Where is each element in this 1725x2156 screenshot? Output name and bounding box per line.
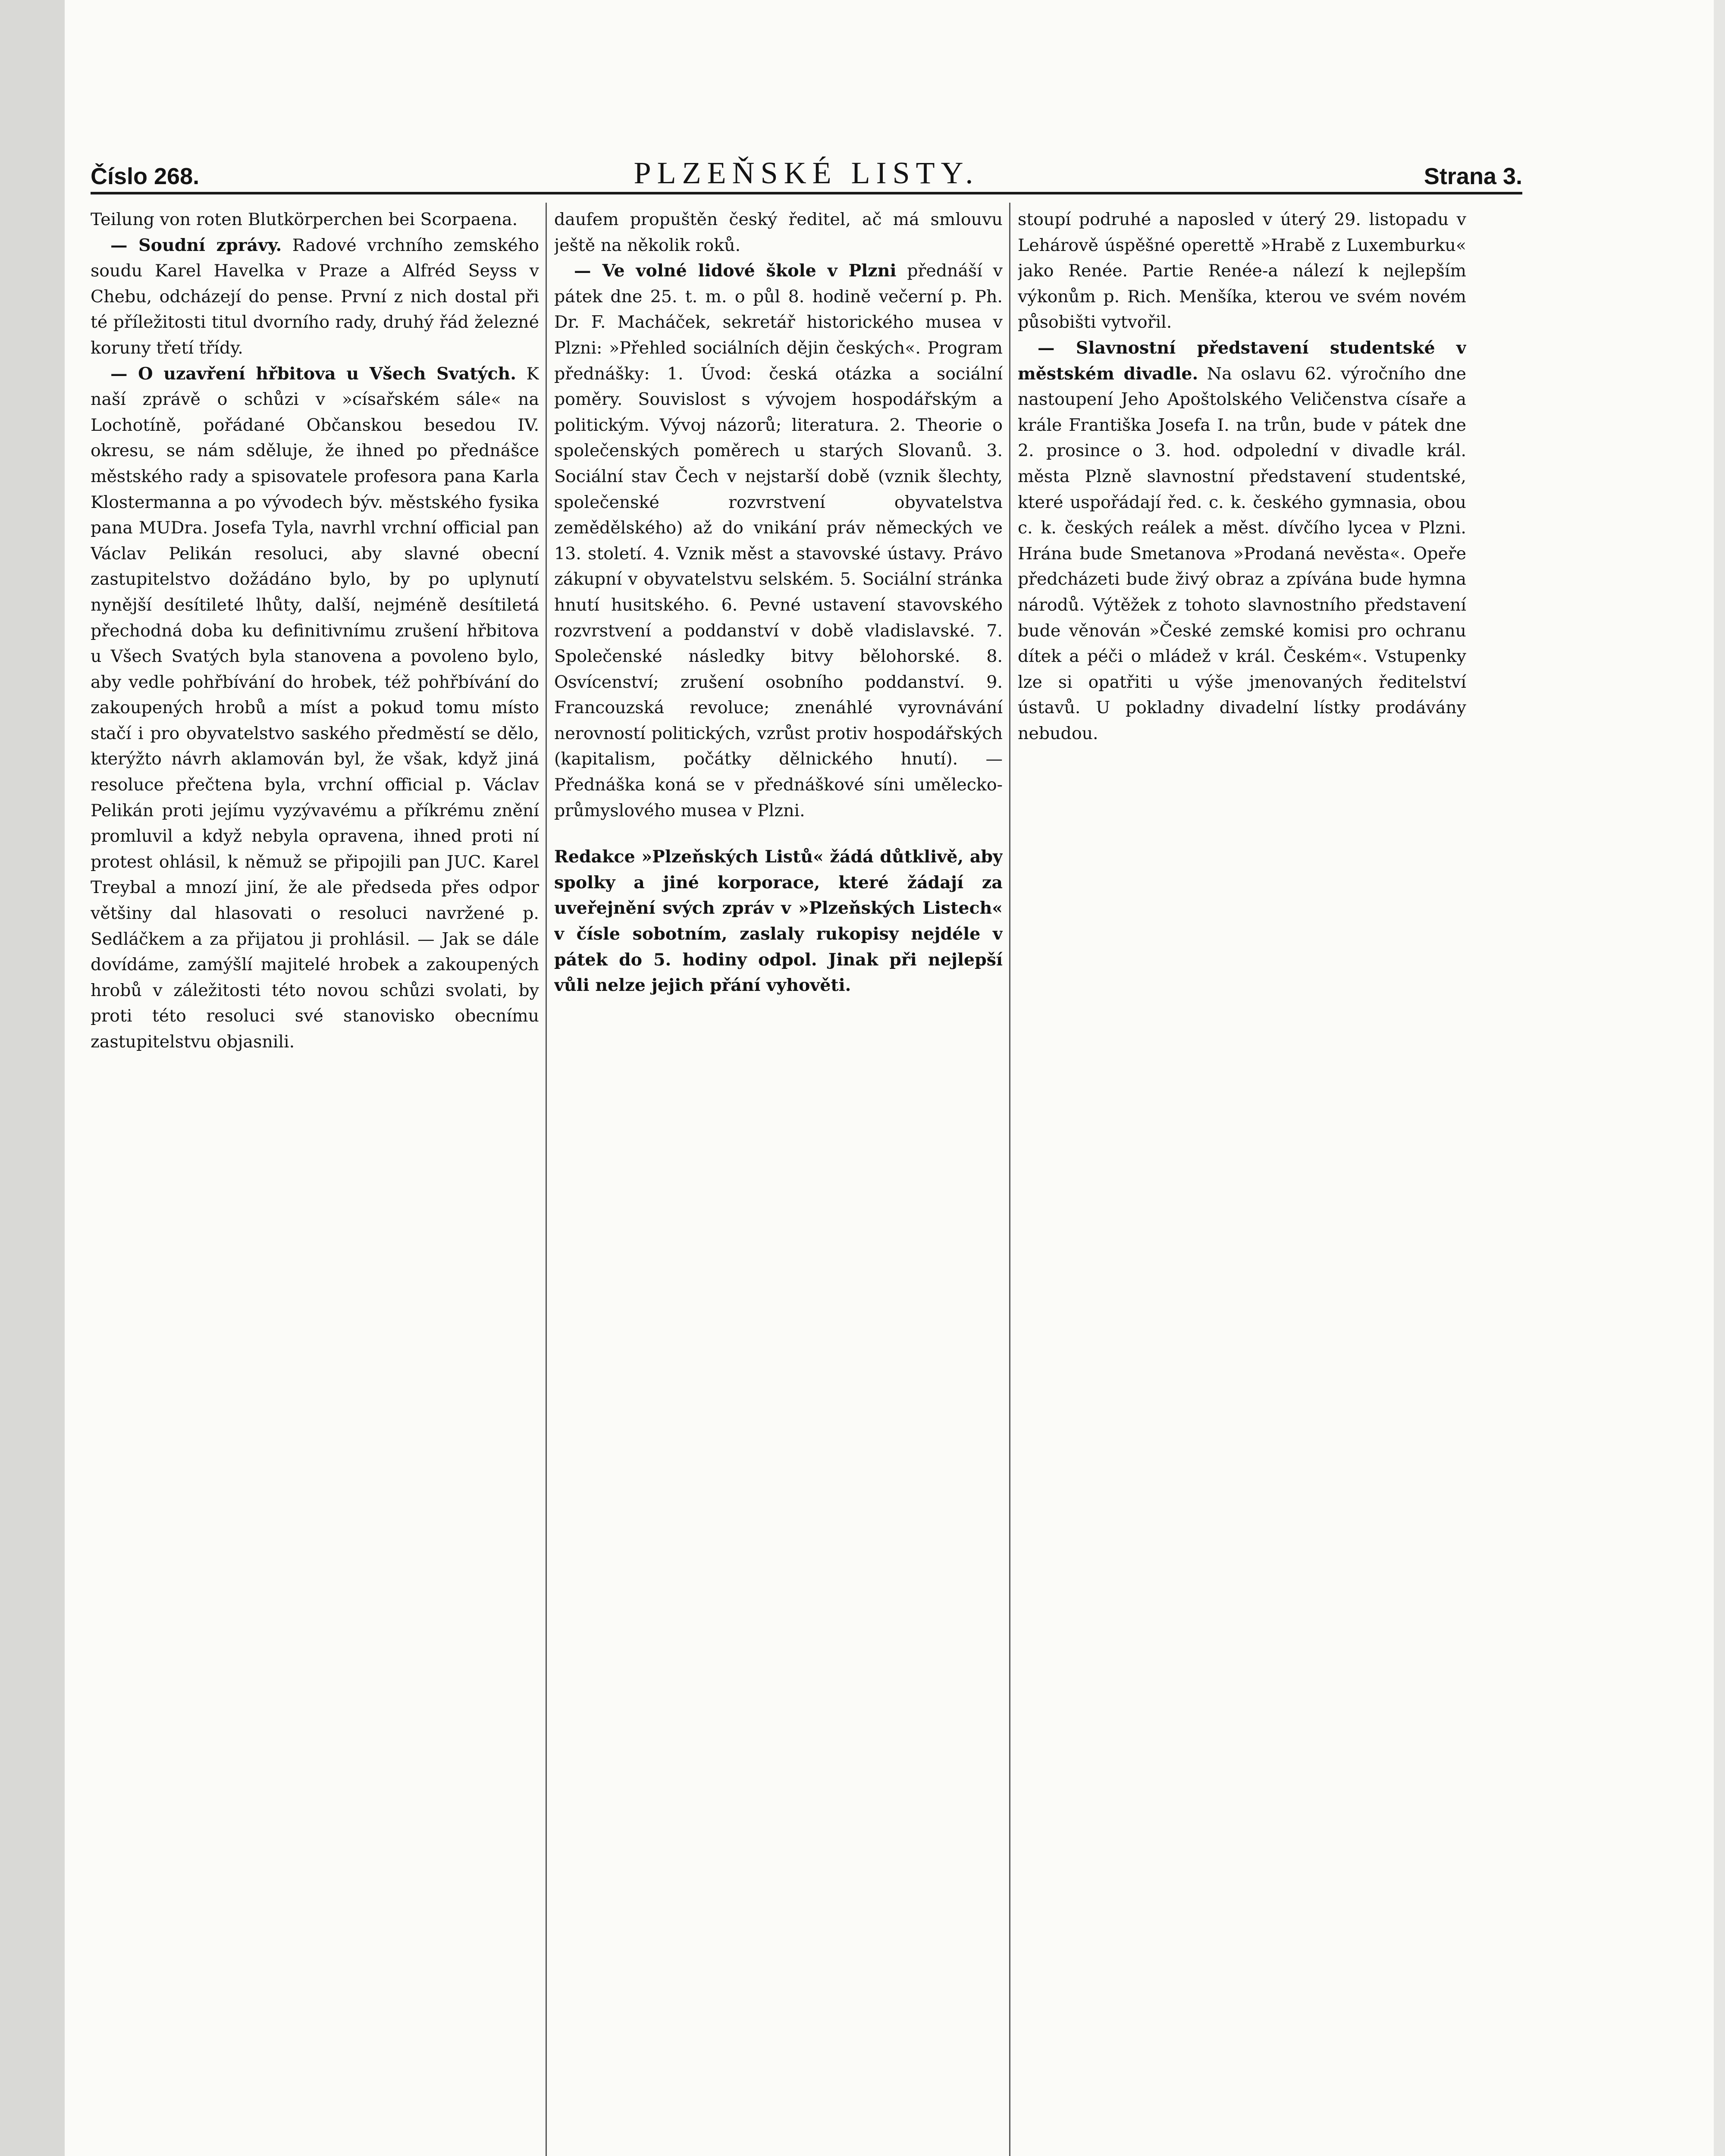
section-heading: — Slavnostní představení studentské v městském divadle. [1018, 338, 1466, 384]
issue-number: Číslo 268. [91, 163, 200, 189]
column-3 [1018, 207, 1466, 2156]
page-header [91, 155, 1522, 194]
column-rule [1009, 203, 1010, 2156]
section-heading: — Ve volné lidové škole v Plzni [574, 261, 897, 281]
paragraph-text: Teilung von roten Blutkörperchen bei Scorpaena. [91, 210, 518, 229]
article-continuation [554, 207, 1003, 258]
article-continuation [91, 207, 539, 233]
column-rule [546, 203, 547, 2156]
section-heading: — O uzavření hřbitova u Všech Svatých. [110, 364, 516, 384]
editorial-notice: Redakce »Plzeňských Listů« žádá důtklivě, aby spolky a jiné korporace, které žádají za uveřejnění svých zpráv v »Plzeňských Listech« v čísle sobotním, zaslaly rukopisy nejdéle v pátek do 5. hodiny odpol. Jinak při nejlepší vůli nelze jejich přání vyhověti. [554, 847, 1003, 996]
masthead-title: PLZEŇSKÉ LISTY. [634, 156, 979, 190]
header-rule [91, 192, 1522, 194]
paragraph-text: Radové vrchního zemského soudu Karel Havelka v Praze a Alfréd Seyss v Chebu, odcházejí do pense. První z nich dostal při té příležitosti titul dvorního rady, druhý řád železné koruny třetí třídy. [91, 235, 539, 358]
page-edge [1714, 0, 1725, 2156]
column-1 [91, 207, 539, 2156]
page-number: Strana 3. [1424, 163, 1522, 189]
article-cemetery [91, 361, 539, 1055]
page-binding-shadow [0, 0, 65, 2156]
paragraph-text: Na oslavu 62. výročního dne nastoupení Jeho Apoštolského Veličenstva císaře a krále Františka Josefa I. na trůn, bude v pátek dne 2. prosince o 3. hod. odpolední v divadle král. města Plzně slavnostní představení studentské, které uspořádají řed. c. k. českého gymnasia, obou c. k. českých reálek a měst. dívčího lycea v Plzni. Hrána bude Smetanova »Prodaná nevěsta«. Opeře předcházeti bude živý obraz a zpívána bude hymna národů. Výtěžek z tohoto slavnostního představení bude věnován »České zemské komisi pro ochranu dítek a péči o mládež v král. Českém«. Vstupenky lze si opatřiti u výše jmenovaných ředitelství ústavů. U pokladny divadelní lístky prodávány nebudou. [1018, 364, 1466, 743]
section-heading: — Soudní zprávy. [110, 235, 282, 255]
article-free-school [554, 258, 1003, 824]
paragraph-text: přednáší v pátek dne 25. t. m. o půl 8. hodině večerní p. Ph. Dr. F. Macháček, sekretář historického musea v Plzni: »Přehled sociálních dějin českých«. Program přednášky: 1. Úvod: česká otázka a sociální poměry. Souvislost s vývojem hospodářským a politickým. Vývoj názorů; literatura. 2. Theorie o společenských poměrech u starých Slovanů. 3. Sociální stav Čech v nejstarší době (vznik šlechty, společenské rozvrstvení obyvatelstva zemědělského) až do vnikání práv německých ve 13. století. 4. Vznik měst a stavovské ústavy. Právo zákupní v obyvatelstvu selském. 5. Sociální stránka hnutí husitského. 6. Pevné ustavení stavovského rozvrstvení a poddanství v době vladislavské. 7. Společenské následky bitvy bělohorské. 8. Osvícenství; zrušení osobního poddanství. 9. Francouzská revoluce; znenáhlé vyrovnávání nerovností politických, vzrůst protiv hospodářských (kapitalism, počátky dělnického hnutí). — Přednáška koná se v přednáškové síni umělecko-průmyslového musea v Plzni. [554, 261, 1003, 821]
paragraph-text: daufem propuštěn český ředitel, ač má smlouvu ještě na několik roků. [554, 210, 1003, 255]
article-continuation [1018, 207, 1466, 335]
paragraph-text: stoupí podruhé a naposled v úterý 29. listopadu v Lehárově úspěšné operettě »Hrabě z Luxemburku« jako Renée. Partie Renée-a nálezí k nejlepším výkonům p. Rich. Menšíka, kterou ve svém novém působišti vytvořil. [1018, 210, 1466, 332]
column-2 [554, 207, 1003, 2156]
article-court-news [91, 233, 539, 361]
paragraph-text: K naší zprávě o schůzi v »císařském sále« na Lochotíně, pořádané Občanskou besedou IV. okresu, se nám sděluje, že ihned po přednášce městského rady a spisovatele profesora pana Karla Klostermanna a po vývodech býv. městského fysika pana MUDra. Josefa Tyla, navrhl vrchní official pan Václav Pelikán resoluci, aby slavné obecní zastupitelstvo dožádáno bylo, by po uplynutí nynější desítileté lhůty, další, nejméně desítiletá přechodná doba ku definitivnímu zrušení hřbitova u Všech Svatých byla stanovena a povoleno bylo, aby vedle pohřbívání do hrobek, též pohřbívání do zakoupených hrobů a míst a pokud tomu místo stačí i pro obyvatelstvo saského předměstí se dělo, kterýžto návrh aklamován byl, že však, když jiná resoluce přečtena byla, vrchní official p. Václav Pelikán proti jejímu vyzývavému a příkrému znění promluvil a když nebyla opravena, ihned proti ní protest ohlásil, k němuž se připojili pan JUC. Karel Treybal a mnozí jiní, že ale předseda přes odpor většiny dal hlasovati o resoluci navržené p. Sedláčkem a za přijatou ji prohlásil. — Jak se dále dovídáme, zamýšlí majitelé hrobek a zakoupených hrobů v záležitosti této novou schůzi svolati, by proti této resoluci své stanovisko obecnímu zastupitelstvu objasnili. [91, 364, 539, 1052]
article-student-performance [1018, 335, 1466, 747]
